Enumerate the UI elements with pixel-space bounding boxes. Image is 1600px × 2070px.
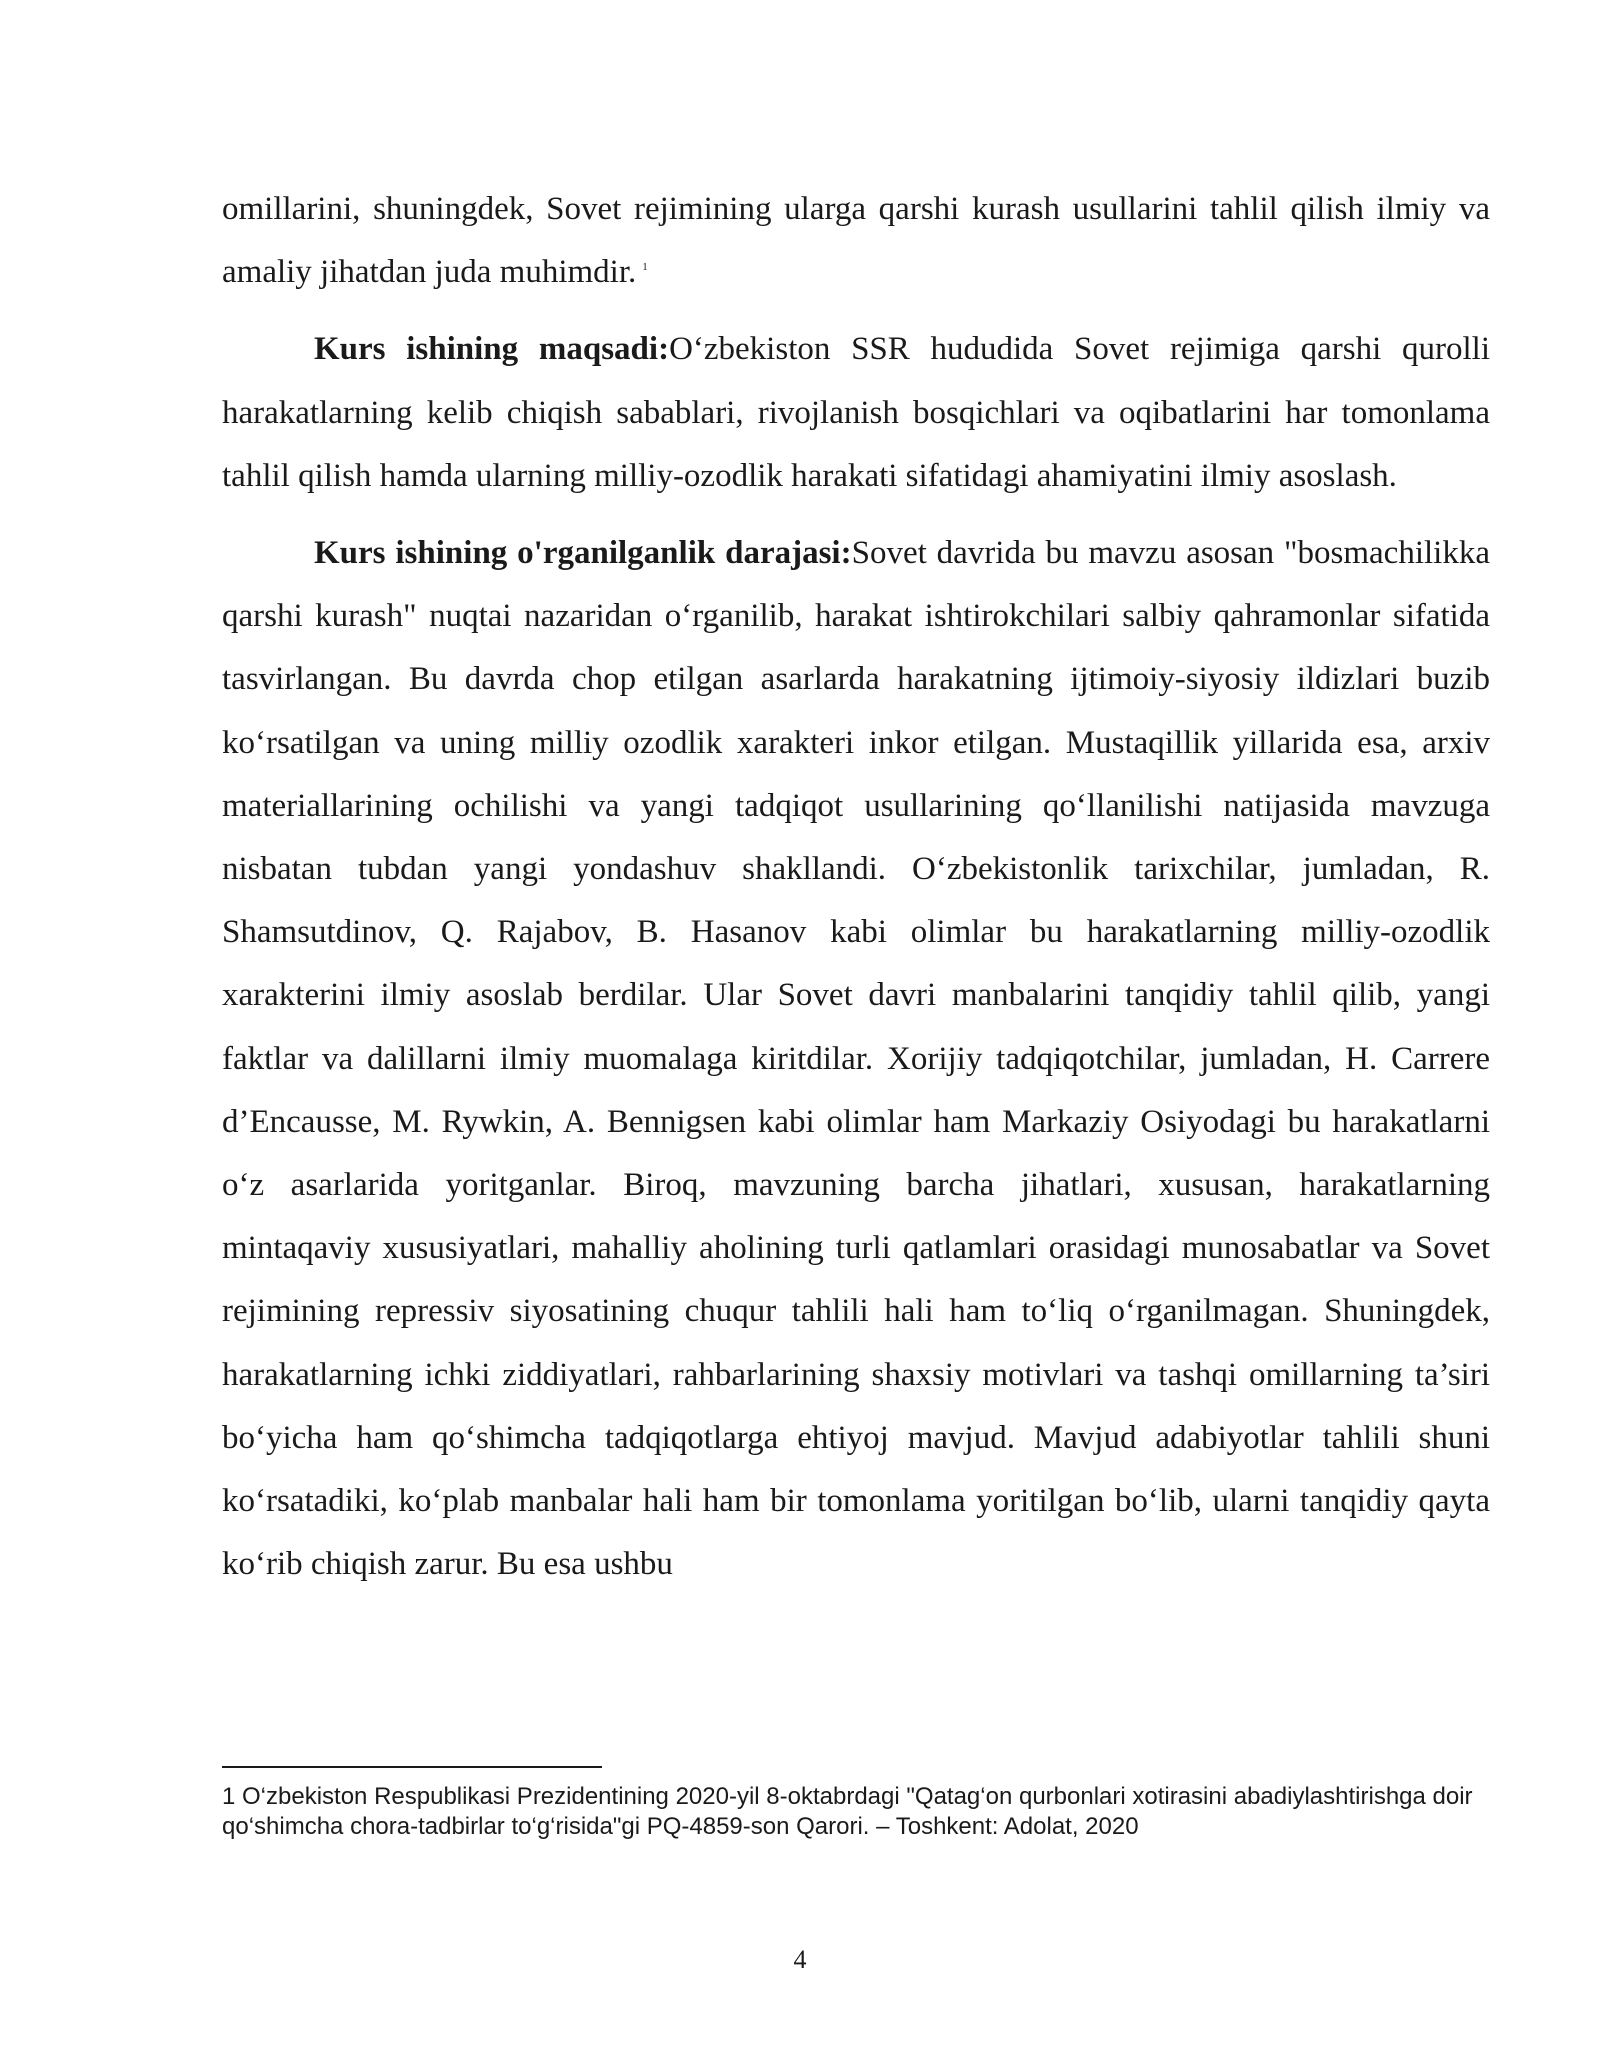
paragraph-text-study-level: Sovet davrida bu mavzu asosan "bosmachilikka qarshi kurash" nuqtai nazaridan o‘rganilib, harakat ishtirokchilari salbiy qahramonlar sifatida tasvirlangan. Bu davrda chop etilgan asarlarda harakatning ijtimoiy-siyosiy ildizlari buzib ko‘rsatilgan va uning milliy ozodlik xarakteri inkor etilgan. Mustaqillik yillarida esa, arxiv materiallarining ochilishi va yangi tadqiqot usullarining qo‘llanilishi natijasida mavzuga nisbatan tubdan yangi yondashuv shakllandi. O‘zbekistonlik tarixchilar, jumladan, R. Shamsutdinov, Q. Rajabov, B. Hasanov kabi olimlar bu harakatlarning milliy-ozodlik xarakterini ilmiy asoslab berdilar. Ular Sovet davri manbalarini tanqidiy tahlil qilib, yangi faktlar va dalillarni ilmiy muomalaga kiritdilar. Xorijiy tadqiqotchilar, jumladan, H. Carrere d’Encausse, M. Rywkin, A. Bennigsen kabi olimlar ham Markaziy Osiyodagi bu harakatlarni o‘z asarlarida yoritganlar. Biroq, mavzuning barcha jihatlari, xususan, harakatlarning mintaqaviy xususiyatlari, mahalliy aholining turli qatlamlari orasidagi munosabatlar va Sovet rejimining repressiv siyosatining chuqur tahlili hali ham to‘liq o‘rganilmagan. Shuningdek, harakatlarning ichki ziddiyatlari, rahbarlarining shaxsiy motivlari va tashqi omillarning ta’siri bo‘yicha ham qo‘shimcha tadqiqotlarga ehtiyoj mavjud. Mavjud adabiyotlar tahlili shuni ko‘rsatadiki, ko‘plab manbalar hali ham bir tomonlama yoritilgan bo‘lib, ularni tanqidiy qayta ko‘rib chiqish zarur. Bu esa ushbu: [222, 535, 1490, 1583]
footnote: 1 O‘zbekiston Respublikasi Prezidentining 2020-yil 8-oktabrdagi "Qatag‘on qurbonlari xotirasini abadiylashtirishga doir qo‘shimcha chora-tadbirlar to‘g‘risida"gi PQ-4859-son Qarori. – Toshkent: Adolat, 2020: [222, 1783, 1473, 1840]
body-text: [222, 178, 1490, 1610]
paragraph-heading-goal: Kurs ishining maqsadi:: [314, 331, 670, 368]
continuation-text: omillarini, shuningdek, Sovet rejimining ularga qarshi kurash usullarini tahlil qilish ilmiy va amaliy jihatdan juda muhimdir.: [222, 191, 1490, 291]
footnote-reference: 1: [642, 261, 648, 274]
paragraph-text-goal: O‘zbekiston SSR hududida Sovet rejimiga qarshi qurolli harakatlarning kelib chiqish sabablari, rivojlanish bosqichlari va oqibatlarini har tomonlama tahlil qilish hamda ularning milliy-ozodlik harakati sifatidagi ahamiyatini ilmiy asoslash.: [222, 331, 1490, 494]
continuation-paragraph: [222, 178, 1490, 304]
paragraph-goal: [222, 318, 1490, 508]
paragraph-heading-study-level: Kurs ishining o'rganilganlik darajasi:: [314, 535, 852, 572]
paragraph-study-level: [222, 522, 1490, 1596]
page-number: 4: [793, 1945, 807, 1974]
footnote-separator: [222, 1766, 602, 1768]
